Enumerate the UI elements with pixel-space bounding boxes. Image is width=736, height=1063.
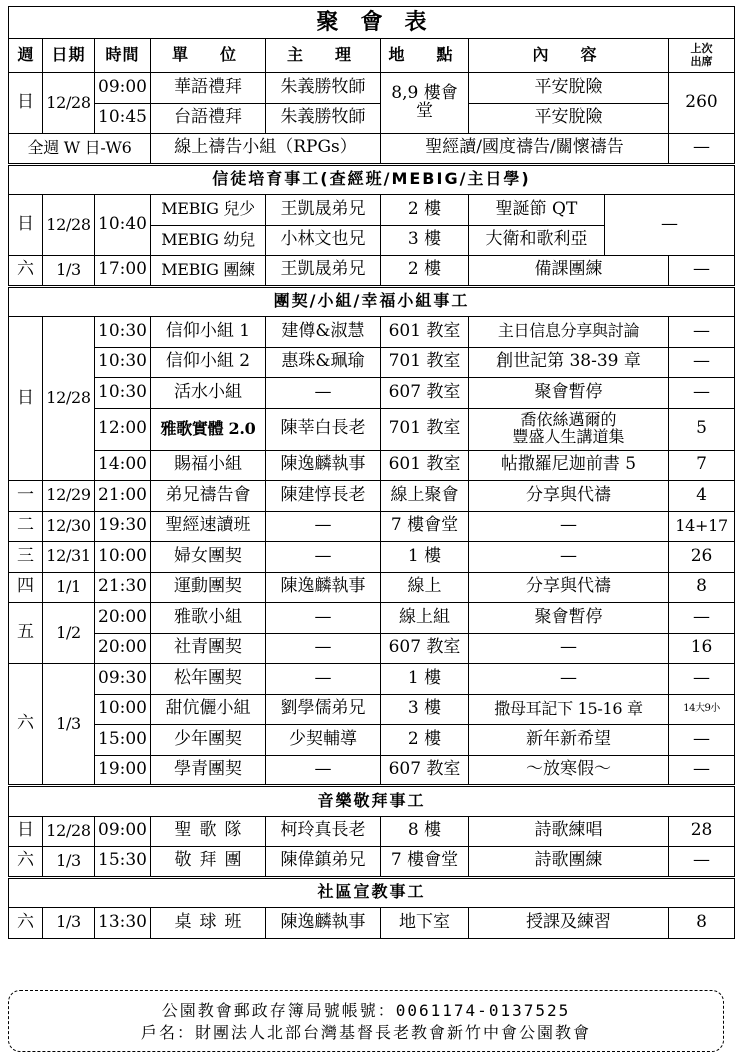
header-week: 週 xyxy=(9,39,43,73)
section-heading: 信徒培育事工(查經班/MEBIG/主日學) xyxy=(9,164,735,195)
header-date: 日期 xyxy=(43,39,95,73)
place-cell: 701 教室 xyxy=(381,408,469,450)
time-cell: 15:00 xyxy=(95,725,151,756)
content-cell: 創世記第 38-39 章 xyxy=(469,347,669,378)
place-line2: 堂 xyxy=(416,101,433,121)
header-attend-line2: 出席 xyxy=(690,54,713,68)
attend-cell: 5 xyxy=(669,408,735,450)
content-cell: — xyxy=(469,511,669,542)
date-cell: 12/30 xyxy=(43,511,95,542)
attend-cell: 8 xyxy=(669,572,735,603)
content-cell: 帖撒羅尼迦前書 5 xyxy=(469,450,669,481)
content-cell: 詩歌練唱 xyxy=(469,816,669,847)
time-cell: 10:30 xyxy=(95,317,151,348)
content-cell xyxy=(469,408,669,450)
time-cell: 19:00 xyxy=(95,755,151,786)
place-cell: 2 樓 xyxy=(381,195,469,226)
unit-cell: 台語禮拜 xyxy=(151,103,266,134)
place-cell: 3 樓 xyxy=(381,694,469,725)
leader-cell: — xyxy=(266,378,381,409)
leader-cell: — xyxy=(266,511,381,542)
place-cell: 7 樓會堂 xyxy=(381,511,469,542)
unit-cell: 聖經速讀班 xyxy=(151,511,266,542)
header-attend-line1: 上次 xyxy=(690,42,713,56)
unit-cell: 雅歌小組 xyxy=(151,603,266,634)
date-cell: 1/3 xyxy=(43,908,95,939)
week-cell: 日 xyxy=(9,317,43,481)
attend-cell: — xyxy=(669,755,735,786)
unit-cell: 信仰小組 2 xyxy=(151,347,266,378)
attend-cell: 16 xyxy=(669,633,735,664)
unit-cell: 弟兄禱告會 xyxy=(151,481,266,512)
content-cell: 分享與代禱 xyxy=(469,481,669,512)
unit-cell: 敬拜團 xyxy=(151,847,266,878)
header-time: 時間 xyxy=(95,39,151,73)
week-cell: 一 xyxy=(9,481,43,512)
attend-cell: 260 xyxy=(669,73,735,134)
schedule-table xyxy=(8,6,735,939)
leader-cell: 柯玲真長老 xyxy=(266,816,381,847)
week-cell: 四 xyxy=(9,572,43,603)
time-cell: 12:00 xyxy=(95,408,151,450)
leader-cell: — xyxy=(266,755,381,786)
date-cell: 12/31 xyxy=(43,542,95,573)
time-cell: 10:00 xyxy=(95,542,151,573)
attend-cell: — xyxy=(669,317,735,348)
content-cell: 分享與代禱 xyxy=(469,572,669,603)
leader-cell: 陳莘白長老 xyxy=(266,408,381,450)
place-cell: 8 樓 xyxy=(381,816,469,847)
time-cell: 20:00 xyxy=(95,603,151,634)
time-cell: 10:00 xyxy=(95,694,151,725)
leader-cell: 王凱晟弟兄 xyxy=(266,195,381,226)
attend-cell: — xyxy=(669,664,735,695)
attend-cell: — xyxy=(669,847,735,878)
content-cell: ～放寒假～ xyxy=(469,755,669,786)
week-cell: 二 xyxy=(9,511,43,542)
unit-cell: 桌球班 xyxy=(151,908,266,939)
time-cell: 20:00 xyxy=(95,633,151,664)
table-row xyxy=(9,195,735,226)
place-cell: 1 樓 xyxy=(381,542,469,573)
week-cell: 六 xyxy=(9,908,43,939)
date-cell: 1/3 xyxy=(43,847,95,878)
table-row xyxy=(9,347,735,378)
table-row xyxy=(9,134,735,165)
unit-cell: 甜伉儷小組 xyxy=(151,694,266,725)
attend-cell: — xyxy=(669,603,735,634)
table-row xyxy=(9,603,735,634)
place-cell: 1 樓 xyxy=(381,664,469,695)
leader-cell: 少契輔導 xyxy=(266,725,381,756)
date-cell: 12/29 xyxy=(43,481,95,512)
date-cell: 12/28 xyxy=(43,317,95,481)
unit-cell: 聖歌隊 xyxy=(151,816,266,847)
table-row xyxy=(9,572,735,603)
unit-cell: 社青團契 xyxy=(151,633,266,664)
time-cell: 15:30 xyxy=(95,847,151,878)
table-row xyxy=(9,908,735,939)
leader-cell: 朱義勝牧師 xyxy=(266,103,381,134)
time-cell: 19:30 xyxy=(95,511,151,542)
week-cell: 日 xyxy=(9,816,43,847)
content-cell: 平安脫險 xyxy=(469,73,669,104)
header-attend xyxy=(669,39,735,73)
place-cell: 601 教室 xyxy=(381,317,469,348)
attend-cell: — xyxy=(669,134,735,165)
leader-cell: 劉學儒弟兄 xyxy=(266,694,381,725)
place-cell: 601 教室 xyxy=(381,450,469,481)
unit-cell: 松年團契 xyxy=(151,664,266,695)
table-row xyxy=(9,694,735,725)
unit-cell: MEBIG 幼兒 xyxy=(151,225,266,256)
content-cell: — xyxy=(469,633,669,664)
leader-cell: 小林文也兄 xyxy=(266,225,381,256)
unit-cell: 運動團契 xyxy=(151,572,266,603)
time-cell: 10:40 xyxy=(95,195,151,256)
unit-cell: 賜福小組 xyxy=(151,450,266,481)
attend-cell: 28 xyxy=(669,816,735,847)
unit-cell: 活水小組 xyxy=(151,378,266,409)
content-cell: — xyxy=(469,664,669,695)
place-line1: 8,9 樓會 xyxy=(391,83,458,104)
leader-cell: — xyxy=(266,542,381,573)
time-cell: 21:30 xyxy=(95,572,151,603)
leader-cell: 陳偉鎮弟兄 xyxy=(266,847,381,878)
unit-cell: 婦女團契 xyxy=(151,542,266,573)
week-cell: 全週 W 日-W6 xyxy=(9,134,151,165)
place-cell: 607 教室 xyxy=(381,378,469,409)
attend-cell: — xyxy=(669,378,735,409)
content-cell: 授課及練習 xyxy=(469,908,669,939)
table-row xyxy=(9,542,735,573)
attend-cell: 26 xyxy=(669,542,735,573)
content-cell: 大衛和歌利亞 xyxy=(469,225,605,256)
place-cell: 地下室 xyxy=(381,908,469,939)
attend-cell: — xyxy=(669,725,735,756)
table-row xyxy=(9,755,735,786)
time-cell: 10:30 xyxy=(95,378,151,409)
table-row xyxy=(9,633,735,664)
leader-cell: — xyxy=(266,603,381,634)
week-cell: 五 xyxy=(9,603,43,664)
place-cell: 7 樓會堂 xyxy=(381,847,469,878)
date-cell: 12/28 xyxy=(43,195,95,256)
week-cell: 六 xyxy=(9,847,43,878)
date-cell: 1/3 xyxy=(43,664,95,786)
attend-cell: 4 xyxy=(669,481,735,512)
donation-info-box xyxy=(8,990,724,1052)
section-heading: 音樂敬拜事工 xyxy=(9,786,735,817)
section-heading: 團契/小組/幸福小組事工 xyxy=(9,286,735,317)
place-cell: 3 樓 xyxy=(381,225,469,256)
table-row xyxy=(9,664,735,695)
content-cell: 平安脫險 xyxy=(469,103,669,134)
place-cell: 2 樓 xyxy=(381,725,469,756)
unit-cell: 雅歌實體 2.0 xyxy=(151,408,266,450)
account-name: 戶名：財團法人北部台灣基督長老教會新竹中會公園教會 xyxy=(140,1023,591,1042)
week-cell: 日 xyxy=(9,195,43,256)
date-cell: 1/2 xyxy=(43,603,95,664)
table-row xyxy=(9,725,735,756)
place-cell: 線上聚會 xyxy=(381,481,469,512)
content-line1: 喬依絲邁爾的 xyxy=(520,410,617,430)
week-cell: 六 xyxy=(9,664,43,786)
table-row xyxy=(9,103,735,134)
attend-cell: — xyxy=(605,195,735,256)
account-number: 公園教會郵政存簿局號帳號：0061174-0137525 xyxy=(161,1001,571,1020)
leader-cell: 陳逸麟執事 xyxy=(266,908,381,939)
content-cell: 聖經讀/國度禱告/關懷禱告 xyxy=(381,134,669,165)
time-cell: 14:00 xyxy=(95,450,151,481)
place-cell xyxy=(381,73,469,134)
content-cell: 主日信息分享與討論 xyxy=(469,317,669,348)
leader-cell: 建僔&淑慧 xyxy=(266,317,381,348)
week-cell: 日 xyxy=(9,73,43,134)
place-cell: 607 教室 xyxy=(381,755,469,786)
content-cell: 聚會暫停 xyxy=(469,378,669,409)
unit-cell: 線上禱告小組（RPGs） xyxy=(151,134,381,165)
leader-cell: 陳逸麟執事 xyxy=(266,450,381,481)
content-cell: — xyxy=(469,542,669,573)
leader-cell: 陳逸麟執事 xyxy=(266,572,381,603)
date-cell: 1/3 xyxy=(43,256,95,287)
table-row xyxy=(9,408,735,450)
attend-cell: 14+17 xyxy=(669,511,735,542)
content-line2: 豐盛人生講道集 xyxy=(512,427,625,446)
place-cell: 607 教室 xyxy=(381,633,469,664)
content-cell: 備課團練 xyxy=(469,256,669,287)
content-cell: 聚會暫停 xyxy=(469,603,669,634)
page-title: 聚會表 xyxy=(9,7,735,39)
attend-cell: 14大9小 xyxy=(669,694,735,725)
attend-cell: 8 xyxy=(669,908,735,939)
leader-cell: — xyxy=(266,664,381,695)
time-cell: 09:30 xyxy=(95,664,151,695)
table-row xyxy=(9,73,735,104)
week-cell: 六 xyxy=(9,256,43,287)
leader-cell: 陳建惇長老 xyxy=(266,481,381,512)
table-row xyxy=(9,816,735,847)
unit-cell: 學青團契 xyxy=(151,755,266,786)
time-cell: 21:00 xyxy=(95,481,151,512)
attend-cell: — xyxy=(669,347,735,378)
attend-cell: 7 xyxy=(669,450,735,481)
table-row xyxy=(9,847,735,878)
time-cell: 09:00 xyxy=(95,816,151,847)
leader-cell: 惠珠&珮瑜 xyxy=(266,347,381,378)
table-row xyxy=(9,378,735,409)
table-row xyxy=(9,511,735,542)
header-leader: 主 理 xyxy=(266,39,381,73)
place-cell: 701 教室 xyxy=(381,347,469,378)
unit-cell: MEBIG 團練 xyxy=(151,256,266,287)
leader-cell: 朱義勝牧師 xyxy=(266,73,381,104)
unit-cell: 華語禮拜 xyxy=(151,73,266,104)
date-cell: 12/28 xyxy=(43,816,95,847)
section-heading: 社區宣教事工 xyxy=(9,877,735,908)
unit-cell: 信仰小組 1 xyxy=(151,317,266,348)
header-place: 地 點 xyxy=(381,39,469,73)
table-row xyxy=(9,317,735,348)
table-row xyxy=(9,256,735,287)
place-cell: 線上 xyxy=(381,572,469,603)
time-cell: 10:45 xyxy=(95,103,151,134)
time-cell: 10:30 xyxy=(95,347,151,378)
table-row xyxy=(9,450,735,481)
content-cell: 撒母耳記下 15-16 章 xyxy=(469,694,669,725)
date-cell: 12/28 xyxy=(43,73,95,134)
time-cell: 13:30 xyxy=(95,908,151,939)
unit-cell: MEBIG 兒少 xyxy=(151,195,266,226)
time-cell: 09:00 xyxy=(95,73,151,104)
header-content: 內 容 xyxy=(469,39,669,73)
attend-cell: — xyxy=(669,256,735,287)
table-row xyxy=(9,481,735,512)
leader-cell: — xyxy=(266,633,381,664)
unit-cell: 少年團契 xyxy=(151,725,266,756)
place-cell: 2 樓 xyxy=(381,256,469,287)
header-unit: 單 位 xyxy=(151,39,266,73)
week-cell: 三 xyxy=(9,542,43,573)
date-cell: 1/1 xyxy=(43,572,95,603)
header-row xyxy=(9,39,735,73)
leader-cell: 王凱晟弟兄 xyxy=(266,256,381,287)
content-cell: 詩歌團練 xyxy=(469,847,669,878)
content-cell: 新年新希望 xyxy=(469,725,669,756)
content-cell: 聖誕節 QT xyxy=(469,195,605,226)
place-cell: 線上組 xyxy=(381,603,469,634)
time-cell: 17:00 xyxy=(95,256,151,287)
